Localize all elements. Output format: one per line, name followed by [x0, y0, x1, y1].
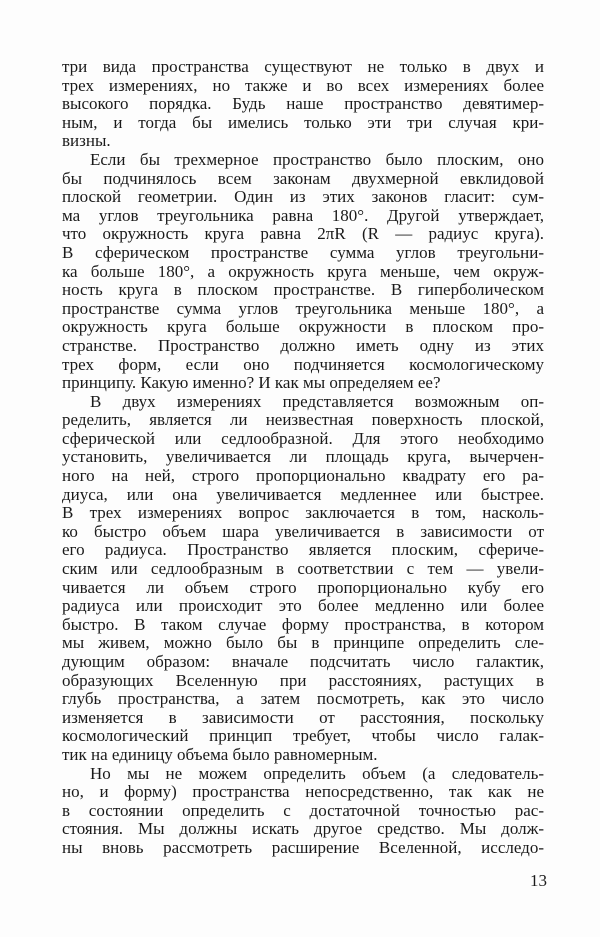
page-number: 13 — [530, 871, 547, 890]
text-line: быстро. В таком случае форму пространства, в котором — [62, 614, 544, 634]
text-line: трех измерениях, но также и во всех измерениях более — [62, 75, 544, 95]
text-line: установить, увеличивается ли площадь круга, вычерчен- — [62, 447, 544, 467]
page-body-text — [62, 58, 544, 858]
text-line: высокого порядка. Будь наше пространство девятимер- — [62, 94, 544, 114]
text-line: мы живем, можно было бы в принципе определить сле- — [62, 633, 544, 653]
text-line: плоской геометрии. Один из этих законов гласит: сум- — [62, 187, 544, 207]
text-line: ного на ней, строго пропорционально квадрату его ра- — [62, 466, 544, 486]
text-line: ным, и тогда бы имелись только эти три случая кри- — [62, 112, 544, 132]
text-line: его радиуса. Пространство является плоским, сфериче- — [62, 540, 544, 560]
text-line: ма углов треугольника равна 180°. Другой утверждает, — [62, 205, 544, 225]
text-line: в состоянии определить с достаточной точностью рас- — [62, 800, 544, 820]
text-line: странстве. Пространство должно иметь одну из этих — [62, 335, 544, 355]
text-line: тик на единицу объема было равномерным. — [62, 744, 378, 764]
text-line: космологический принцип требует, чтобы число галак- — [62, 726, 544, 746]
text-line: диуса, или она увеличивается медленнее или быстрее. — [62, 484, 544, 504]
text-line: окружность круга больше окружности в плоском про- — [62, 317, 544, 337]
text-line: ским или седлообразным в соответствии с тем — увели- — [62, 559, 544, 579]
paragraph — [62, 393, 544, 765]
text-line: изменяется в зависимости от расстояния, поскольку — [62, 707, 544, 727]
text-line: сферической или седлообразной. Для этого необходимо — [62, 428, 544, 448]
text-line: Если бы трехмерное пространство было плоским, оно — [90, 149, 544, 169]
text-line: образующих Вселенную при расстояниях, растущих в — [62, 670, 544, 690]
text-line: ны вновь рассмотреть расширение Вселенной, исследо- — [62, 837, 544, 857]
paragraph — [62, 151, 544, 393]
text-line: В двух измерениях представляется возможным оп- — [90, 391, 544, 411]
paragraph — [62, 765, 544, 858]
text-line: принципу. Какую именно? И как мы определяем ее? — [62, 373, 441, 393]
text-line: визны. — [62, 131, 111, 151]
text-line: что окружность круга равна 2πR (R — радиус круга). — [62, 224, 544, 244]
text-line: трех форм, если оно подчиняется космологическому — [62, 354, 544, 374]
text-line: но, и форму) пространства непосредственно, так как не — [62, 782, 544, 802]
text-line: стояния. Мы должны искать другое средство. Мы долж- — [62, 819, 544, 839]
text-line: Но мы не можем определить объем (а следователь- — [90, 763, 544, 783]
text-line: радиуса или происходит это более медленно или более — [62, 596, 544, 616]
text-line: чивается ли объем строго пропорционально кубу его — [62, 577, 544, 597]
paragraph — [62, 58, 544, 151]
text-line: В сферическом пространстве сумма углов треугольни- — [62, 242, 544, 262]
text-line: ределить, является ли неизвестная поверхность плоской, — [62, 410, 544, 430]
text-line: дующим образом: вначале подсчитать число галактик, — [62, 652, 544, 671]
text-line: ность круга в плоском пространстве. В гиперболическом — [62, 280, 544, 300]
text-line: бы подчинялось всем законам двухмерной евклидовой — [62, 168, 544, 188]
text-line: три вида пространства существуют не только в двух и — [62, 57, 544, 76]
text-line: пространстве сумма углов треугольника меньше 180°, а — [62, 298, 544, 318]
text-line: В трех измерениях вопрос заключается в том, насколь- — [62, 503, 544, 523]
text-line: ка больше 180°, а окружность круга меньше, чем окруж- — [62, 261, 544, 281]
text-line: ко быстро объем шара увеличивается в зависимости от — [62, 521, 544, 541]
text-line: глубь пространства, а затем посмотреть, как это число — [62, 689, 544, 709]
